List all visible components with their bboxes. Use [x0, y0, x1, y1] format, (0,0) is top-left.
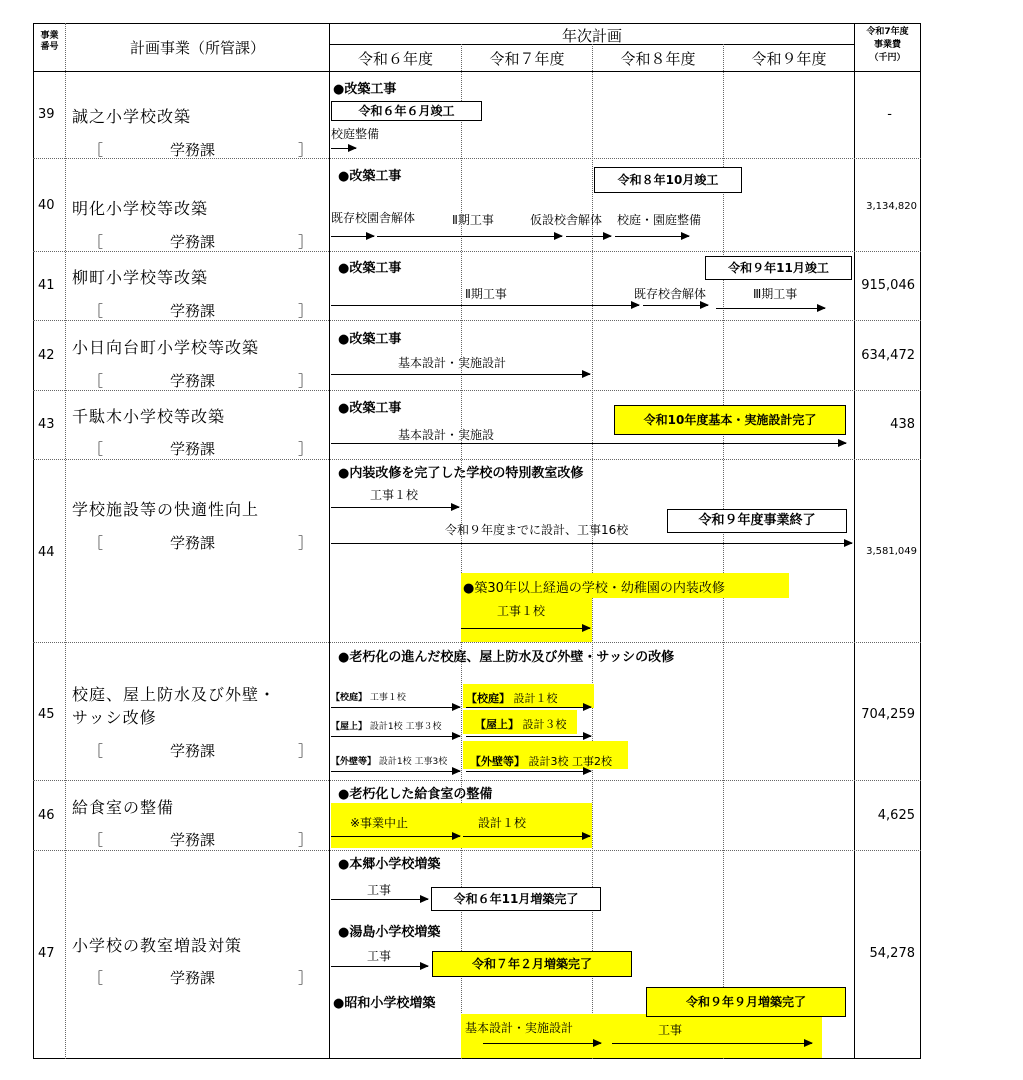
timeline-arrow	[331, 966, 428, 967]
task-label: 設計１校	[478, 816, 527, 830]
milestone-box: 令和６年11月増築完了	[431, 887, 601, 911]
cost-value: 3,134,820	[866, 201, 917, 212]
row-number: 40	[38, 198, 55, 213]
row-number: 41	[38, 278, 55, 293]
dept-bracket-close: ］	[298, 141, 314, 159]
milestone-box: 令和９年度事業終了	[667, 509, 847, 533]
task-label: 【屋上】 設計３校	[475, 718, 567, 731]
timeline-arrow	[331, 507, 459, 508]
task-label: 工事１校	[370, 488, 419, 502]
timeline-arrow	[466, 771, 591, 772]
cost-value: 4,625	[877, 808, 915, 823]
timeline-arrow	[331, 148, 356, 149]
year-r7: 令和７年度	[489, 50, 565, 68]
timeline-arrow	[331, 374, 590, 375]
task-label: 【校庭】 工事１校	[331, 693, 406, 703]
dept-bracket-open: ［	[88, 969, 104, 987]
task-label: 工事１校	[497, 604, 546, 618]
milestone-box: 令和９年９月増築完了	[646, 987, 846, 1017]
timeline-arrow	[331, 543, 852, 544]
section-heading: ●改築工事	[338, 169, 402, 184]
no-label: 事業 番号	[40, 31, 59, 52]
milestone-box: 令和10年度基本・実施設計完了	[614, 405, 846, 435]
year-r9: 令和９年度	[751, 50, 827, 68]
milestone-box: 令和６年６月竣工	[331, 101, 482, 121]
timeline-arrow	[466, 707, 591, 708]
section-heading: ●改築工事	[338, 401, 402, 416]
section-heading: ●築30年以上経過の学校・幼稚園の内装改修	[463, 581, 725, 596]
task-label: Ⅱ期工事	[452, 213, 494, 227]
task-label: ※事業中止	[350, 816, 409, 830]
timeline-arrow	[331, 736, 460, 737]
task-label: 【屋上】 設計1校 工事３校	[331, 722, 442, 732]
task-label: 既存校園舎解体	[331, 211, 416, 225]
dept-name: 学務課	[170, 440, 216, 458]
project-title: 小学校の教室増設対策	[72, 936, 243, 955]
section-heading: ●改築工事	[338, 261, 402, 276]
row-number: 44	[38, 545, 55, 560]
cost-value: 915,046	[861, 278, 915, 293]
task-label: 校庭整備	[331, 127, 380, 141]
task-label: 基本設計・実施設計	[398, 356, 507, 370]
dept-name: 学務課	[170, 969, 216, 987]
row-number: 45	[38, 707, 55, 722]
dept-bracket-open: ［	[88, 440, 104, 458]
dept-bracket-close: ］	[298, 233, 314, 251]
timeline-arrow	[461, 628, 590, 629]
section-heading: ●本郷小学校増築	[338, 857, 441, 872]
task-label: 既存校舎解体	[634, 287, 707, 301]
timeline-arrow	[463, 836, 590, 837]
cost-value: 438	[890, 417, 915, 432]
timeline-arrow	[566, 236, 611, 237]
timeline-arrow	[331, 899, 428, 900]
dept-bracket-open: ［	[88, 233, 104, 251]
task-label: Ⅱ期工事	[465, 287, 507, 301]
dept-bracket-close: ］	[298, 440, 314, 458]
row-number: 42	[38, 348, 55, 363]
project-title-line1: 校庭、屋上防水及び外壁・	[72, 685, 277, 704]
timeline-arrow	[331, 236, 374, 237]
timeline-arrow	[377, 236, 562, 237]
dept-bracket-close: ］	[298, 372, 314, 390]
task-label: 基本設計・実施設	[398, 428, 495, 442]
dept-bracket-close: ］	[298, 742, 314, 760]
milestone-box: 令和８年10月竣工	[594, 167, 742, 193]
dept-bracket-close: ］	[298, 831, 314, 849]
task-label: 【外壁等】 設計3校 工事2校	[470, 755, 612, 768]
dept-bracket-open: ［	[88, 742, 104, 760]
dept-name: 学務課	[170, 742, 216, 760]
year-r8: 令和８年度	[620, 50, 696, 68]
section-heading: ●内装改修を完了した学校の特別教室改修	[338, 466, 584, 481]
timeline-arrow	[466, 736, 591, 737]
dept-bracket-open: ［	[88, 534, 104, 552]
timeline-arrow	[331, 707, 460, 708]
task-label: 【校庭】 設計１校	[466, 692, 558, 705]
cost-value: 54,278	[869, 946, 915, 961]
dept-name: 学務課	[170, 233, 216, 251]
cost-value: -	[887, 107, 892, 122]
timeline-arrow	[331, 305, 639, 306]
annual-plan-label: 年次計画	[561, 27, 622, 45]
timeline-arrow	[615, 236, 689, 237]
dept-name: 学務課	[170, 534, 216, 552]
task-label: 校庭・園庭整備	[617, 213, 702, 227]
project-title: 柳町小学校等改築	[72, 268, 209, 287]
task-label: 仮設校舎解体	[530, 213, 603, 227]
dept-bracket-close: ］	[298, 302, 314, 320]
dept-bracket-open: ［	[88, 302, 104, 320]
task-label: 工事	[367, 949, 392, 963]
milestone-box: 令和９年11月竣工	[705, 256, 852, 280]
milestone-box: 令和７年２月増築完了	[432, 951, 632, 977]
timeline-arrow	[331, 443, 846, 444]
task-label: 【外壁等】 設計1校 工事3校	[331, 757, 448, 767]
section-heading: ●老朽化した給食室の整備	[338, 787, 493, 802]
timeline-arrow	[331, 771, 460, 772]
dept-bracket-close: ］	[298, 969, 314, 987]
section-heading: ●改築工事	[338, 332, 402, 347]
section-heading: ●老朽化の進んだ校庭、屋上防水及び外壁・サッシの改修	[338, 650, 675, 665]
task-label: 工事	[367, 883, 392, 897]
project-title: 小日向台町小学校等改築	[72, 338, 260, 357]
dept-name: 学務課	[170, 831, 216, 849]
task-label: 令和９年度までに設計、工事16校	[445, 523, 629, 537]
task-label: 工事	[658, 1023, 683, 1037]
dept-bracket-open: ［	[88, 831, 104, 849]
project-label: 計画事業（所管課）	[129, 39, 265, 57]
timeline-arrow	[331, 836, 460, 837]
project-title: 千駄木小学校等改築	[72, 407, 226, 426]
row-number: 43	[38, 417, 55, 432]
cost-value: 704,259	[861, 707, 915, 722]
timeline-arrow	[483, 1043, 601, 1044]
section-heading: ●昭和小学校増築	[333, 996, 436, 1011]
task-label: 基本設計・実施設計	[465, 1021, 574, 1035]
cost-label: 令和7年度 事業費 （千円）	[866, 27, 909, 63]
dept-name: 学務課	[170, 302, 216, 320]
section-heading: ●湯島小学校増築	[338, 925, 441, 940]
dept-name: 学務課	[170, 372, 216, 390]
project-title: 給食室の整備	[72, 798, 175, 817]
project-title-line2: サッシ改修	[72, 708, 157, 727]
timeline-arrow	[612, 1043, 812, 1044]
cost-value: 634,472	[861, 348, 915, 363]
timeline-arrow	[716, 308, 825, 309]
dept-bracket-open: ［	[88, 372, 104, 390]
year-r6: 令和６年度	[357, 50, 433, 68]
project-title: 明化小学校等改築	[72, 199, 209, 218]
task-label: Ⅲ期工事	[753, 287, 798, 301]
timeline-arrow	[643, 305, 708, 306]
row-number: 46	[38, 808, 55, 823]
row-number: 47	[38, 946, 55, 961]
section-heading: ●改築工事	[333, 82, 397, 97]
project-title: 学校施設等の快適性向上	[72, 500, 260, 519]
dept-bracket-open: ［	[88, 141, 104, 159]
row-number: 39	[38, 107, 55, 122]
cost-value: 3,581,049	[866, 546, 917, 557]
dept-bracket-close: ］	[298, 534, 314, 552]
dept-name: 学務課	[170, 141, 216, 159]
project-title: 誠之小学校改築	[72, 107, 192, 126]
